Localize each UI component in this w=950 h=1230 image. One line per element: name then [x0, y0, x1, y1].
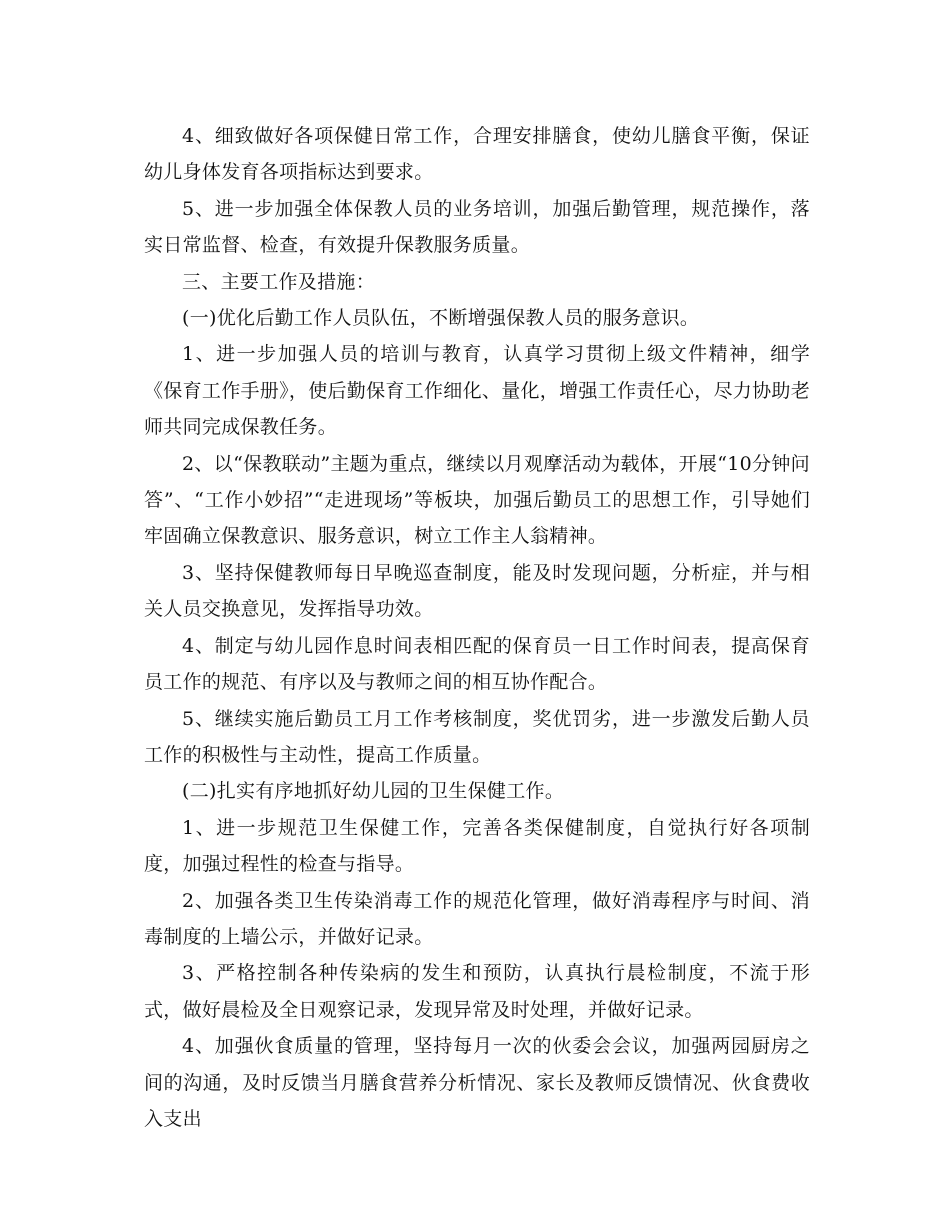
paragraph: 3、坚持保健教师每日早晚巡查制度，能及时发现问题，分析症，并与相关人员交换意见，发挥指导功效。 — [144, 561, 810, 621]
subsection-heading: (一)优化后勤工作人员队伍，不断增强保教人员的服务意识。 — [182, 307, 700, 330]
paragraph: 4、制定与幼儿园作息时间表相匹配的保育员一日工作时间表，提高保育员工作的规范、有序以及与教师之间的相互协作配合。 — [144, 634, 810, 694]
paragraph: 2、加强各类卫生传染消毒工作的规范化管理，做好消毒程序与时间、消毒制度的上墙公示，并做好记录。 — [144, 889, 810, 948]
paragraph: 1、进一步加强人员的培训与教育，认真学习贯彻上级文件精神，细学《保育工作手册》，使后勤保育工作细化、量化，增强工作责任心，尽力协助老师共同完成保教任务。 — [144, 343, 811, 439]
paragraph: 5、继续实施后勤员工月工作考核制度，奖优罚劣，进一步激发后勤人员工作的积极性与主动性，提高工作质量。 — [144, 707, 810, 766]
paragraph: 4、加强伙食质量的管理，坚持每月一次的伙委会会议，加强两园厨房之间的沟通，及时反馈当月膳食营养分析情况、家长及教师反馈情况、伙食费收入支出 — [144, 1035, 810, 1130]
paragraph: 5、进一步加强全体保教人员的业务培训，加强后勤管理，规范操作，落实日常监督、检查，有效提升保教服务质量。 — [144, 197, 810, 257]
paragraph: 3、严格控制各种传染病的发生和预防，认真执行晨检制度，不流于形式，做好晨检及全日观察记录，发现异常及时处理，并做好记录。 — [144, 962, 810, 1021]
paragraph: 1、进一步规范卫生保健工作，完善各类保健制度，自觉执行好各项制度，加强过程性的检查与指导。 — [144, 816, 810, 876]
section-heading: 三、主要工作及措施： — [182, 270, 376, 293]
paragraph: 4、细致做好各项保健日常工作，合理安排膳食，使幼儿膳食平衡，保证幼儿身体发育各项指标达到要求。 — [144, 125, 810, 184]
paragraph: 2、以“保教联动”主题为重点，继续以月观摩活动为载体，开展“10分钟问答”、“工作小妙招”“走进现场”等板块，加强后勤员工的思想工作，引导她们牢固确立保教意识、服务意识，树立工作主人翁精神。 — [144, 452, 810, 548]
subsection-heading: (二)扎实有序地抓好幼儿园的卫生保健工作。 — [182, 780, 565, 803]
